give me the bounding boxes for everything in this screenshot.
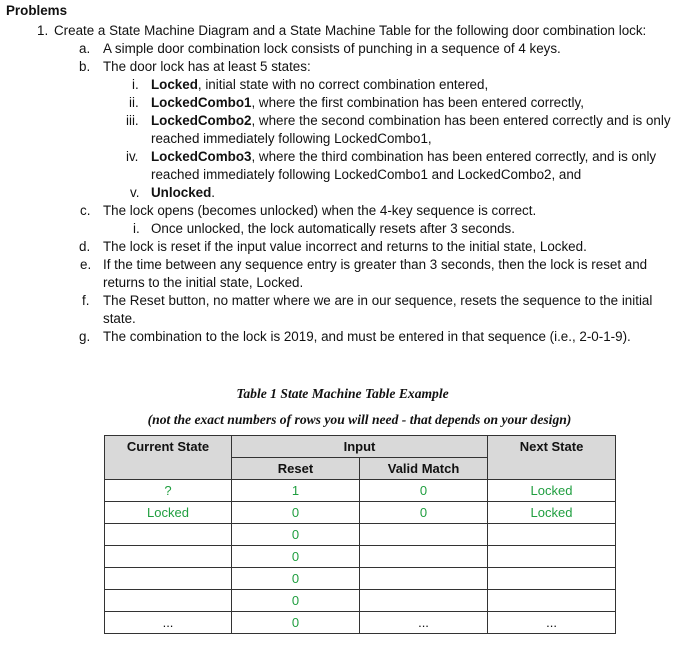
- table-row: [105, 546, 616, 568]
- state-desc: , initial state with no correct combination entered,: [197, 77, 489, 92]
- table-row: [105, 612, 616, 634]
- state-marker: iii.: [126, 113, 139, 128]
- cell-reset: 0: [232, 590, 360, 612]
- cell-next: [488, 546, 616, 568]
- cell-next: ...: [488, 612, 616, 634]
- item-c-sub-text: Once unlocked, the lock automatically resets after 3 seconds.: [151, 221, 515, 236]
- cell-valid: 0: [360, 502, 488, 524]
- cell-reset: 0: [232, 612, 360, 634]
- state-marker: ii.: [129, 95, 139, 110]
- cell-valid: 0: [360, 480, 488, 502]
- header-current-state: Current State: [105, 436, 232, 480]
- table-row: [105, 590, 616, 612]
- cell-reset: 1: [232, 480, 360, 502]
- state-name: LockedCombo3: [151, 149, 252, 164]
- state-name: Locked: [151, 77, 198, 92]
- item-a-marker: a.: [79, 41, 91, 56]
- state-desc: , where the third combination has been entered correctly, and is only: [251, 149, 657, 164]
- cell-valid: [360, 546, 488, 568]
- state-name: Unlocked: [151, 185, 212, 200]
- cell-current: [105, 590, 232, 612]
- table-row: [105, 480, 616, 502]
- cell-reset: 0: [232, 546, 360, 568]
- cell-next: Locked: [488, 480, 616, 502]
- cell-current: ?: [105, 480, 232, 502]
- state-machine-table: [104, 435, 616, 634]
- state-desc-continued: reached immediately following LockedCombo1 and LockedCombo2, and: [151, 167, 582, 182]
- problem-number: 1.: [37, 23, 49, 38]
- cell-next: [488, 568, 616, 590]
- item-d-text: The lock is reset if the input value incorrect and returns to the initial state, Locked.: [103, 239, 587, 254]
- item-b-marker: b.: [79, 59, 91, 74]
- header-reset: Reset: [232, 458, 360, 480]
- cell-valid: [360, 568, 488, 590]
- state-item-lockedcombo1: [151, 94, 584, 112]
- state-item-lockedcombo2: [151, 112, 671, 130]
- item-e-text-continued: returns to the initial state, Locked.: [103, 275, 304, 290]
- header-valid-match: Valid Match: [360, 458, 488, 480]
- state-desc: .: [211, 185, 216, 200]
- table-row: [105, 502, 616, 524]
- item-f-text: The Reset button, no matter where we are in our sequence, resets the sequence to the initial: [103, 293, 653, 308]
- cell-current: [105, 546, 232, 568]
- cell-valid: [360, 524, 488, 546]
- state-item-locked: [151, 76, 488, 94]
- state-item-unlocked: [151, 184, 215, 202]
- cell-reset: 0: [232, 502, 360, 524]
- state-desc-continued: reached immediately following LockedCombo1,: [151, 131, 432, 146]
- cell-current: [105, 568, 232, 590]
- item-g-text: The combination to the lock is 2019, and must be entered in that sequence (i.e., 2-0-1-9).: [103, 329, 631, 344]
- header-input: Input: [232, 436, 488, 458]
- problem-intro: Create a State Machine Diagram and a State Machine Table for the following door combination lock:: [54, 23, 647, 38]
- cell-current: Locked: [105, 502, 232, 524]
- table-header-row: [105, 436, 616, 458]
- cell-current: [105, 524, 232, 546]
- page-heading: Problems: [6, 3, 68, 18]
- header-next-state: Next State: [488, 436, 616, 480]
- table-row: [105, 568, 616, 590]
- state-marker: v.: [130, 185, 140, 200]
- cell-reset: 0: [232, 568, 360, 590]
- cell-next: Locked: [488, 502, 616, 524]
- item-d-marker: d.: [79, 239, 91, 254]
- cell-valid: ...: [360, 612, 488, 634]
- state-name: LockedCombo2: [151, 113, 252, 128]
- cell-valid: [360, 590, 488, 612]
- state-item-lockedcombo3: [151, 148, 656, 166]
- item-c-text: The lock opens (becomes unlocked) when the 4-key sequence is correct.: [103, 203, 537, 218]
- item-a-text: A simple door combination lock consists of punching in a sequence of 4 keys.: [103, 41, 561, 56]
- cell-next: [488, 524, 616, 546]
- item-f-marker: f.: [82, 293, 90, 308]
- item-c-marker: c.: [80, 203, 91, 218]
- state-desc: , where the first combination has been entered correctly,: [251, 95, 584, 110]
- cell-current: ...: [105, 612, 232, 634]
- state-marker: i.: [132, 77, 139, 92]
- state-name: LockedCombo1: [151, 95, 252, 110]
- item-g-marker: g.: [79, 329, 91, 344]
- state-marker: iv.: [126, 149, 139, 164]
- item-e-marker: e.: [80, 257, 92, 272]
- state-desc: , where the second combination has been entered correctly and is only: [251, 113, 671, 128]
- table-note: (not the exact numbers of rows you will need - that depends on your design): [147, 412, 572, 427]
- cell-reset: 0: [232, 524, 360, 546]
- item-e-text: If the time between any sequence entry is greater than 3 seconds, then the lock is reset and: [103, 257, 648, 272]
- cell-next: [488, 590, 616, 612]
- item-f-text-continued: state.: [103, 311, 136, 326]
- table-row: [105, 524, 616, 546]
- item-c-sub-marker: i.: [133, 221, 140, 236]
- table-caption: Table 1 State Machine Table Example: [236, 386, 449, 401]
- item-b-text: The door lock has at least 5 states:: [103, 59, 311, 74]
